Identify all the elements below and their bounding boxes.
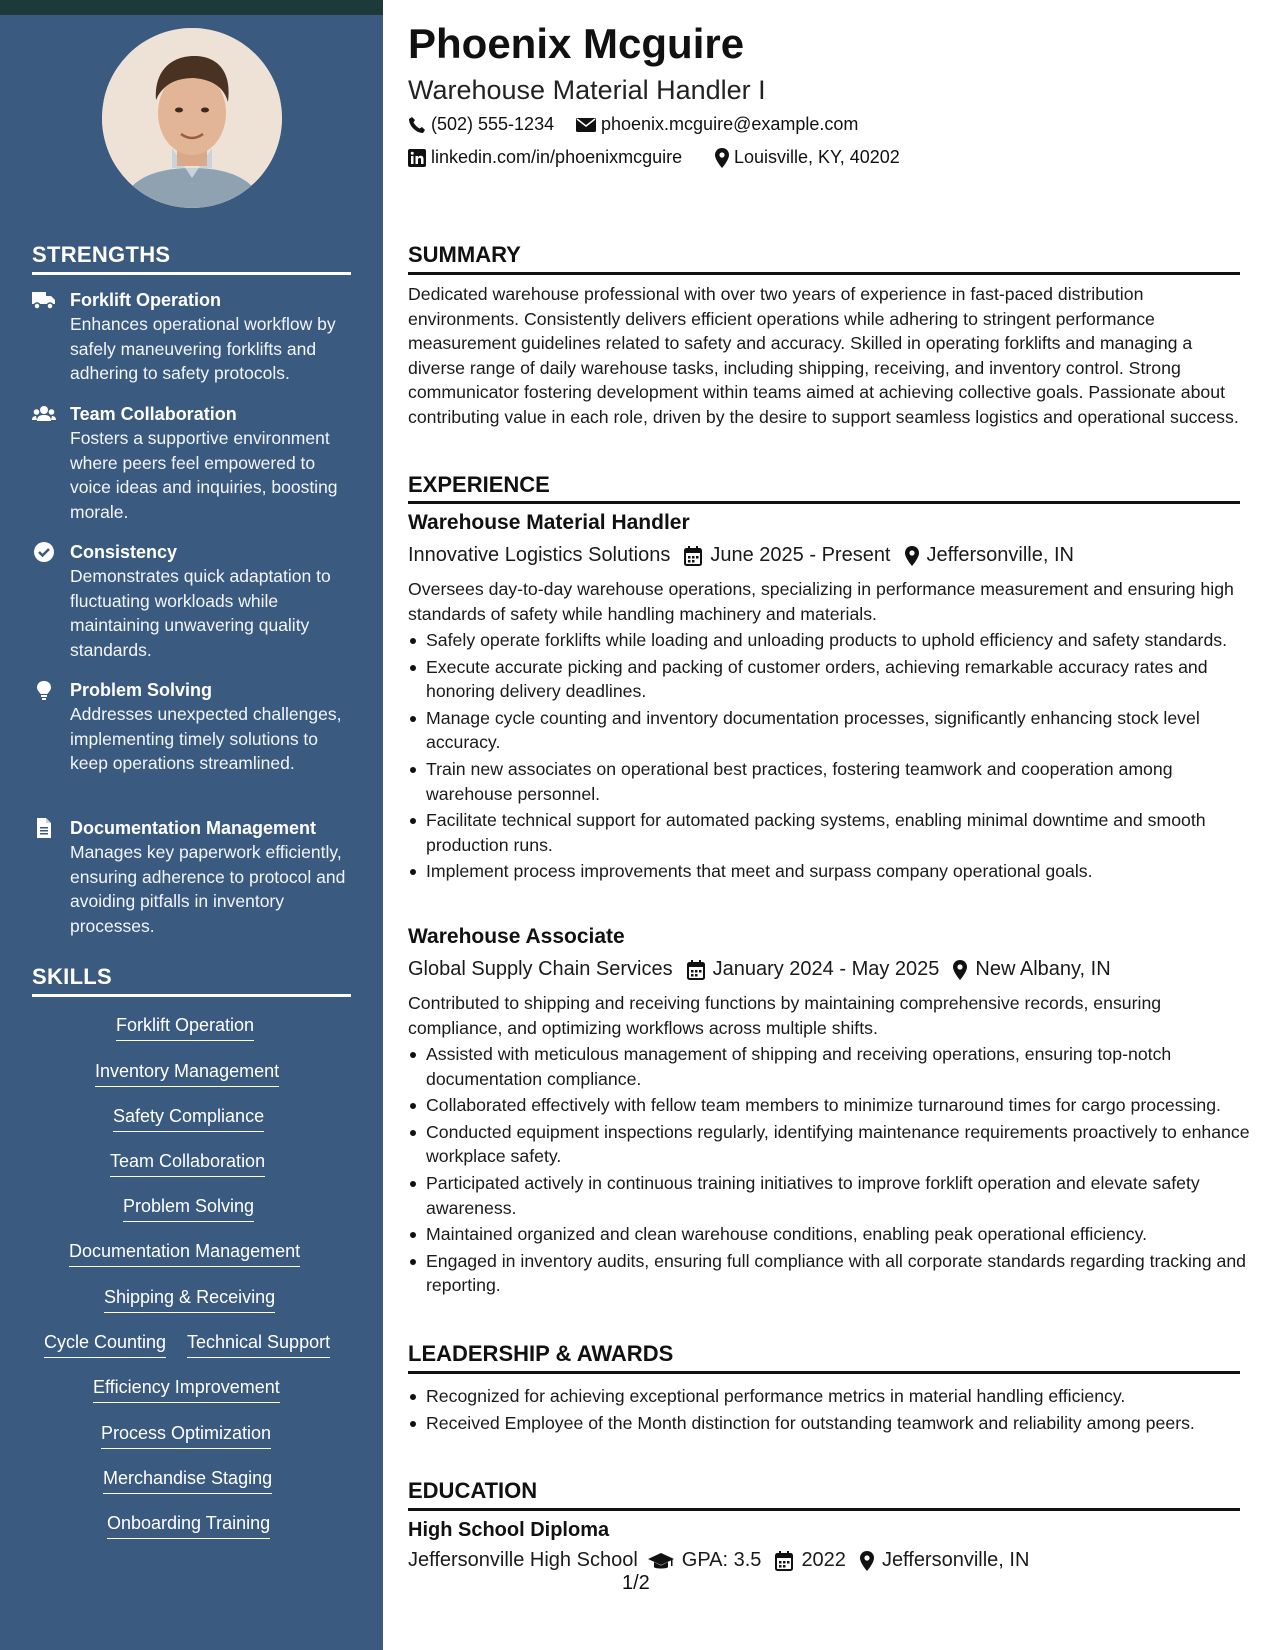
strength-item: [32, 540, 357, 662]
strength-title: Team Collaboration: [70, 404, 237, 424]
list-item: Received Employee of the Month distinction for outstanding teamwork and reliability among peers.: [426, 1411, 1258, 1436]
strengths-heading: STRENGTHS: [32, 242, 171, 267]
list-item: Safely operate forklifts while loading and unloading products to uphold efficiency and safety standards.: [426, 628, 1258, 653]
strength-title: Consistency: [70, 542, 178, 562]
phone-text: (502) 555-1234: [431, 114, 555, 134]
check-circle-icon: [32, 541, 56, 563]
skill-tag: Shipping & Receiving: [104, 1284, 275, 1313]
education-degree: High School Diploma: [408, 1519, 610, 1541]
skill-tag: Technical Support: [187, 1329, 330, 1358]
linkedin-text[interactable]: linkedin.com/in/phoenixmcguire: [431, 147, 683, 167]
list-item: Facilitate technical support for automated packing systems, enabling minimal downtime and smooth production runs.: [426, 808, 1258, 857]
contact-email[interactable]: [576, 114, 858, 135]
calendar-icon: [687, 960, 705, 980]
job-dates: January 2024 - May 2025: [712, 958, 940, 980]
strength-desc: Enhances operational workflow by safely maneuvering forklifts and adhering to safety protocols.: [70, 314, 336, 383]
job-role: Warehouse Associate: [408, 925, 625, 948]
avatar: [102, 28, 282, 208]
map-pin-icon: [905, 546, 919, 566]
skill-tag: Onboarding Training: [107, 1510, 270, 1539]
sidebar: [0, 0, 383, 1650]
strength-desc: Addresses unexpected challenges, implementing timely solutions to keep operations streamlined.: [70, 704, 342, 773]
skill-tag: Problem Solving: [123, 1193, 254, 1222]
strength-item: [32, 402, 357, 524]
skill-tag: Merchandise Staging: [103, 1465, 272, 1494]
education-heading: EDUCATION: [408, 1478, 538, 1503]
map-pin-icon: [860, 1551, 874, 1571]
contact-phone: [408, 114, 554, 135]
job-meta: [408, 544, 1074, 567]
job-location: New Albany, IN: [975, 958, 1111, 980]
skills-heading: SKILLS: [32, 964, 113, 989]
contact-linkedin[interactable]: [408, 147, 682, 168]
candidate-name: Phoenix Mcguire: [408, 20, 745, 67]
job-dates: June 2025 - Present: [710, 544, 891, 566]
strengths-rule: [32, 272, 351, 275]
sidebar-top-bar: [0, 0, 383, 15]
job-company: Innovative Logistics Solutions: [408, 544, 671, 566]
awards-rule: [408, 1371, 1240, 1374]
skills-rule: [32, 994, 351, 997]
list-item: Assisted with meticulous management of shipping and receiving operations, ensuring top-notch documentation compliance.: [426, 1042, 1258, 1091]
list-item: Participated actively in continuous training initiatives to improve forklift operation and elevate safety awareness.: [426, 1171, 1258, 1220]
list-item: Manage cycle counting and inventory documentation processes, significantly enhancing stock level accuracy.: [426, 706, 1258, 755]
skill-tag: Team Collaboration: [110, 1148, 265, 1177]
candidate-title: Warehouse Material Handler I: [408, 75, 766, 105]
job-meta: [408, 958, 1111, 981]
summary-text: Dedicated warehouse professional with over two years of experience in fast-paced distribution environments. Consistently delivers efficient operations while adhering to stringent performance measurement guidelines related to safety and accuracy. Skilled in operating forklifts and managing a diverse range of daily warehouse tasks, including shipping, receiving, and inventory control. Strong communicator fostering development within teams aimed at achieving collective goals. Passionate about contributing value in each role, driven by the desire to support seamless logistics and operational success.: [408, 284, 1239, 427]
skill-tag: Safety Compliance: [113, 1103, 264, 1132]
education-rule: [408, 1508, 1240, 1511]
list-item: Recognized for achieving exceptional performance metrics in material handling efficiency.: [426, 1384, 1258, 1409]
strength-item: [32, 678, 357, 776]
document-icon: [32, 817, 56, 839]
summary-heading: SUMMARY: [408, 242, 521, 267]
skill-tag: Process Optimization: [101, 1420, 271, 1449]
job-company: Global Supply Chain Services: [408, 958, 673, 980]
map-pin-icon: [953, 960, 967, 980]
education-location: Jeffersonville, IN: [881, 1549, 1030, 1571]
skill-tag: Documentation Management: [69, 1238, 300, 1267]
education-school: Jeffersonville High School: [408, 1549, 638, 1571]
strength-item: [32, 288, 357, 386]
experience-rule: [408, 501, 1240, 504]
strength-title: Problem Solving: [70, 680, 213, 700]
users-icon: [32, 403, 56, 425]
truck-icon: [32, 289, 56, 311]
summary-rule: [408, 272, 1240, 275]
experience-heading: EXPERIENCE: [408, 472, 550, 497]
lightbulb-icon: [32, 679, 56, 701]
job-location: Jeffersonville, IN: [926, 544, 1074, 566]
list-item: Conducted equipment inspections regularly, identifying maintenance requirements proactively to enhance workplace safety.: [426, 1120, 1258, 1169]
awards-list: [408, 1384, 1258, 1437]
envelope-icon: [576, 117, 596, 133]
strength-title: Forklift Operation: [70, 290, 222, 310]
strength-desc: Fosters a supportive environment where peers feel empowered to voice ideas and inquiries, boosting morale.: [70, 428, 338, 522]
linkedin-icon: [408, 149, 426, 167]
calendar-icon: [775, 1551, 793, 1571]
list-item: Implement process improvements that meet and surpass company operational goals.: [426, 859, 1258, 884]
list-item: Maintained organized and clean warehouse conditions, enabling peak operational efficiency.: [426, 1222, 1258, 1247]
strength-desc: Demonstrates quick adaptation to fluctuating workloads while maintaining unwavering quality standards.: [70, 566, 331, 660]
location-text: Louisville, KY, 40202: [734, 147, 900, 167]
avatar-portrait: [102, 28, 282, 208]
list-item: Engaged in inventory audits, ensuring full compliance with all corporate standards regarding tracking and reporting.: [426, 1249, 1258, 1298]
skill-tag: Cycle Counting: [44, 1329, 166, 1358]
calendar-icon: [684, 546, 702, 566]
job-description: Oversees day-to-day warehouse operations, specializing in performance measurement and ensuring high standards of safety while handling machinery and materials.: [408, 579, 1234, 624]
education-meta: [408, 1549, 1029, 1572]
list-item: Train new associates on operational best practices, fostering teamwork and cooperation among warehouse personnel.: [426, 757, 1258, 806]
contact-location: [715, 147, 900, 168]
awards-heading: LEADERSHIP & AWARDS: [408, 1341, 674, 1366]
strength-desc: Manages key paperwork efficiently, ensuring adherence to protocol and avoiding pitfalls in inventory processes.: [70, 842, 346, 936]
graduation-cap-icon: [648, 1551, 674, 1571]
strength-title: Documentation Management: [70, 818, 317, 838]
job-description: Contributed to shipping and receiving functions by maintaining comprehensive records, ensuring compliance, and optimizing workflows across multiple shifts.: [408, 993, 1162, 1038]
job-role: Warehouse Material Handler: [408, 511, 690, 534]
map-pin-icon: [715, 148, 729, 168]
list-item: Collaborated effectively with fellow team members to minimize turnaround times for cargo processing.: [426, 1093, 1258, 1118]
phone-icon: [408, 116, 426, 134]
skill-tag: Forklift Operation: [116, 1012, 254, 1041]
email-text[interactable]: phoenix.mcguire@example.com: [601, 114, 859, 134]
education-year: 2022: [801, 1549, 846, 1571]
page-number: 1/2: [622, 1572, 650, 1594]
strength-item: [32, 816, 357, 938]
education-gpa: GPA: 3.5: [681, 1549, 762, 1571]
skill-tag: Inventory Management: [95, 1058, 279, 1087]
job-bullets: [408, 1042, 1258, 1300]
list-item: Execute accurate picking and packing of customer orders, achieving remarkable accuracy rates and honoring delivery deadlines.: [426, 655, 1258, 704]
skill-tag: Efficiency Improvement: [93, 1374, 280, 1403]
job-bullets: [408, 628, 1258, 886]
